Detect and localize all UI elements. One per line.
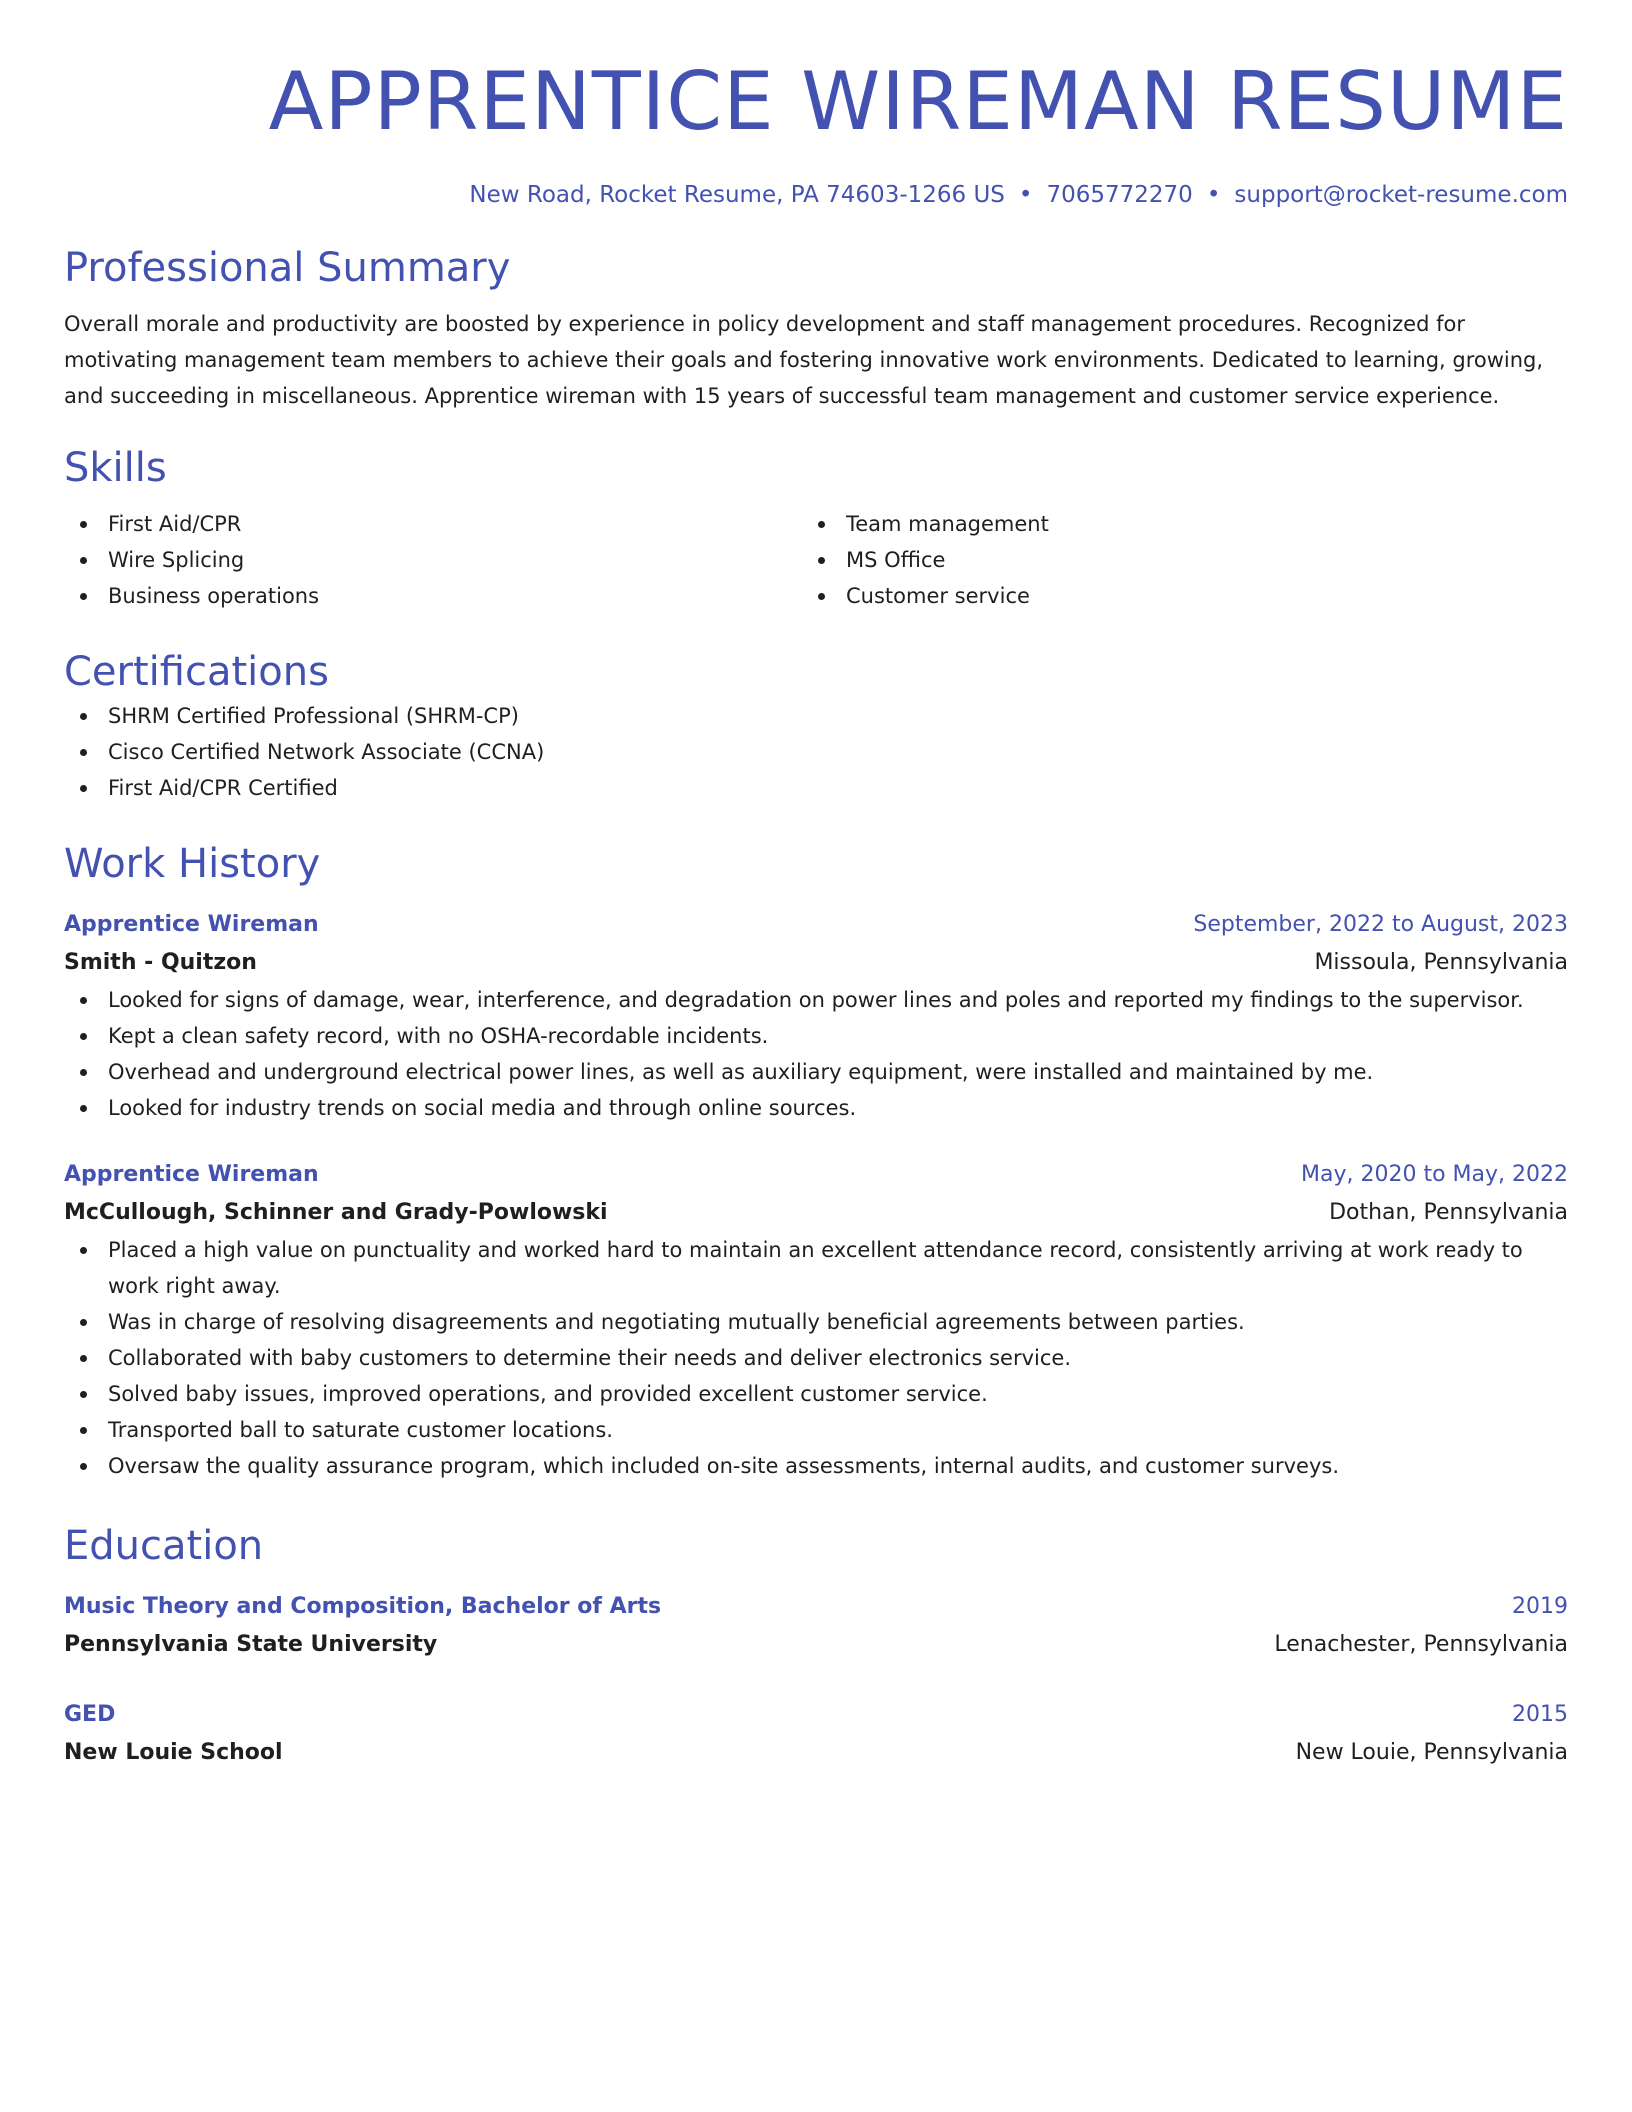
job-bullet: [64, 1304, 1568, 1340]
work-history-section: [64, 838, 1568, 1484]
education-section: [64, 1520, 1568, 1772]
skill-label: Team management: [846, 512, 1049, 536]
skills-column-left: [64, 506, 802, 614]
skill-item: [802, 542, 1540, 578]
bullet-dot: [80, 713, 87, 720]
job-bullet-text: Was in charge of resolving disagreements and negotiating mutually beneficial agreements between parties.: [108, 1310, 1245, 1334]
job-bullet-text: Looked for signs of damage, wear, interference, and degradation on power lines and poles and reported my findings to the supervisor.: [108, 988, 1524, 1012]
job-dates: September, 2022 to August, 2023: [1193, 912, 1568, 937]
education-year: 2019: [1512, 1594, 1568, 1619]
contact-email[interactable]: support@rocket-resume.com: [1234, 182, 1568, 208]
contact-phone: 7065772270: [1046, 182, 1193, 208]
contact-separator: •: [1206, 182, 1221, 208]
bullet-dot: [80, 1069, 87, 1076]
job-location: Missoula, Pennsylvania: [1314, 950, 1568, 975]
skills-section: [64, 442, 1568, 614]
skill-label: Business operations: [108, 584, 320, 608]
bullet-dot: [818, 593, 825, 600]
bullet-dot: [80, 749, 87, 756]
contact-address: New Road, Rocket Resume, PA 74603-1266 US: [469, 182, 1005, 208]
education-school: Pennsylvania State University: [64, 1632, 438, 1657]
bullet-dot: [80, 1247, 87, 1254]
bullet-dot: [818, 557, 825, 564]
bullet-dot: [80, 593, 87, 600]
job-bullet-text: Collaborated with baby customers to determine their needs and deliver electronics service.: [108, 1346, 1072, 1370]
job-bullet-text: Kept a clean safety record, with no OSHA-recordable incidents.: [108, 1024, 769, 1048]
summary-text: Overall morale and productivity are boosted by experience in policy development and staff management procedures. Recognized for motivating management team members to achieve their goals and fostering innovative work environments. Dedicated to learning, growing, and succeeding in miscellaneous. Apprentice wireman with 15 years of successful team management and customer service experience.: [64, 312, 1544, 408]
skill-label: MS Office: [846, 548, 946, 572]
summary-heading: Professional Summary: [64, 245, 511, 291]
job-bullet-text: Placed a high value on punctuality and worked hard to maintain an excellent attendance record, consistently arriving at work ready to work right away.: [108, 1238, 1523, 1298]
education-location: New Louie, Pennsylvania: [1295, 1740, 1568, 1765]
job-entry: [64, 906, 1568, 1126]
certification-item: [64, 698, 1568, 734]
bullet-dot: [80, 1391, 87, 1398]
skill-item: [802, 506, 1540, 542]
job-title: Apprentice Wireman: [64, 912, 319, 937]
contact-separator: •: [1018, 182, 1033, 208]
summary-section: [64, 242, 1568, 414]
job-bullet-text: Looked for industry trends on social media and through online sources.: [108, 1096, 857, 1120]
certification-label: SHRM Certified Professional (SHRM-CP): [108, 704, 519, 728]
job-bullet: [64, 1340, 1568, 1376]
bullet-dot: [80, 1105, 87, 1112]
job-bullet-text: Overhead and underground electrical power lines, as well as auxiliary equipment, were installed and maintained by me.: [108, 1060, 1374, 1084]
skill-item: [802, 578, 1540, 614]
job-location: Dothan, Pennsylvania: [1329, 1200, 1568, 1225]
bullet-dot: [80, 785, 87, 792]
bullet-dot: [818, 521, 825, 528]
education-degree: GED: [64, 1702, 116, 1727]
job-company: Smith - Quitzon: [64, 950, 257, 975]
education-year: 2015: [1512, 1702, 1568, 1727]
skill-item: [64, 506, 802, 542]
job-bullet: [64, 1018, 1568, 1054]
skills-grid: [64, 506, 1568, 614]
work-history-heading: Work History: [64, 841, 321, 887]
skill-label: First Aid/CPR: [108, 512, 242, 536]
education-entry: [64, 1696, 1568, 1772]
job-bullet-text: Oversaw the quality assurance program, which included on-site assessments, internal audits, and customer surveys.: [108, 1454, 1340, 1478]
bullet-dot: [80, 1033, 87, 1040]
skill-label: Wire Splicing: [108, 548, 245, 572]
job-bullet-text: Transported ball to saturate customer locations.: [108, 1418, 613, 1442]
job-bullet: [64, 1412, 1568, 1448]
job-bullet-text: Solved baby issues, improved operations, and provided excellent customer service.: [108, 1382, 988, 1406]
certification-label: Cisco Certified Network Associate (CCNA): [108, 740, 545, 764]
bullet-dot: [80, 521, 87, 528]
certification-item: [64, 734, 1568, 770]
skills-column-right: [802, 506, 1540, 614]
contact-line: [64, 178, 1568, 212]
certifications-heading: Certifications: [64, 649, 329, 695]
skills-heading: Skills: [64, 445, 167, 491]
bullet-dot: [80, 1355, 87, 1362]
skill-item: [64, 578, 802, 614]
education-heading: Education: [64, 1523, 264, 1569]
education-entry: [64, 1588, 1568, 1664]
skill-item: [64, 542, 802, 578]
job-bullet: [64, 1232, 1568, 1304]
certification-label: First Aid/CPR Certified: [108, 776, 338, 800]
job-bullets: [64, 982, 1568, 1126]
bullet-dot: [80, 557, 87, 564]
job-title: Apprentice Wireman: [64, 1162, 319, 1187]
bullet-dot: [80, 1463, 87, 1470]
education-degree: Music Theory and Composition, Bachelor of Arts: [64, 1594, 662, 1619]
certifications-list: [64, 698, 1568, 806]
job-entry: [64, 1156, 1568, 1484]
certifications-section: [64, 646, 1568, 806]
skill-label: Customer service: [846, 584, 1030, 608]
certification-item: [64, 770, 1568, 806]
job-bullet: [64, 1376, 1568, 1412]
bullet-dot: [80, 997, 87, 1004]
job-bullet: [64, 1054, 1568, 1090]
job-company: McCullough, Schinner and Grady-Powlowski: [64, 1200, 608, 1225]
job-bullets: [64, 1232, 1568, 1484]
job-bullet: [64, 1448, 1568, 1484]
education-location: Lenachester, Pennsylvania: [1274, 1632, 1568, 1657]
resume-title: APPRENTICE WIREMAN RESUME: [268, 55, 1568, 148]
education-school: New Louie School: [64, 1740, 283, 1765]
job-dates: May, 2020 to May, 2022: [1301, 1162, 1568, 1187]
bullet-dot: [80, 1319, 87, 1326]
bullet-dot: [80, 1427, 87, 1434]
job-bullet: [64, 1090, 1568, 1126]
job-bullet: [64, 982, 1568, 1018]
